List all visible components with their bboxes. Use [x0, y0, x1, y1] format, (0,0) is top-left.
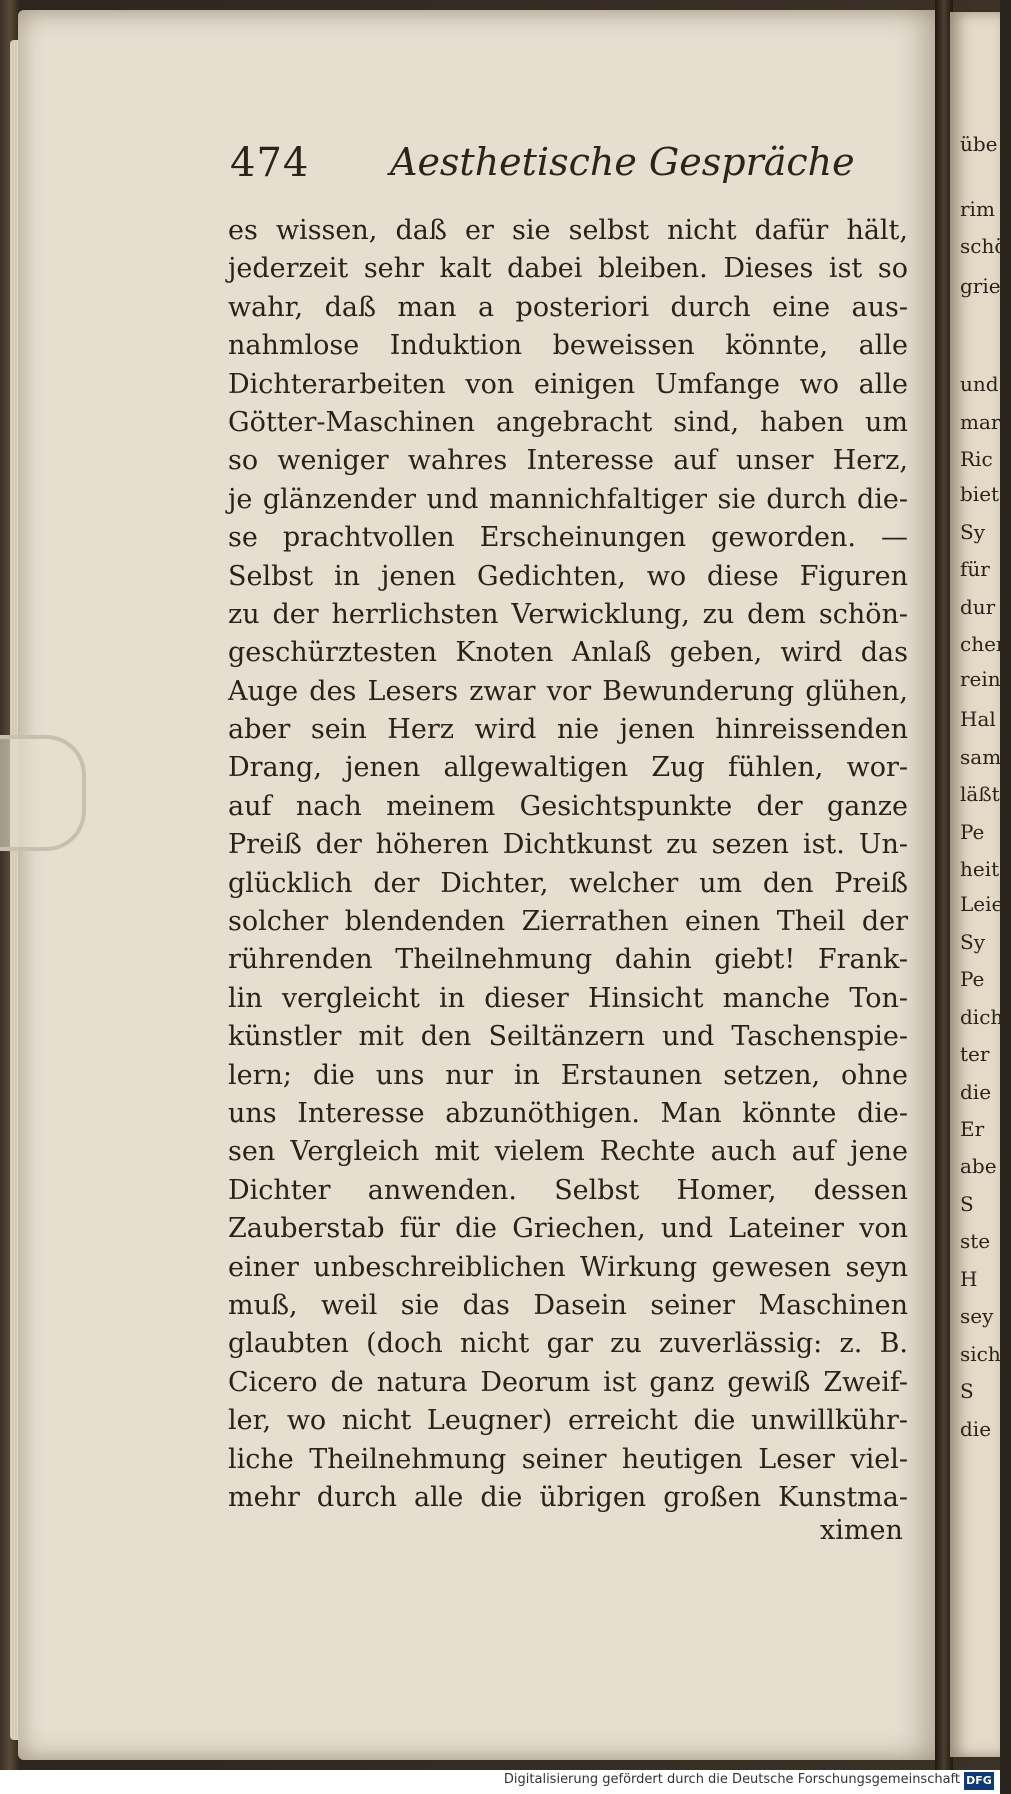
facing-page-fragment: sam: [960, 745, 1002, 769]
text-line: rührenden Theilnehmung dahin giebt! Frank-: [228, 944, 908, 976]
facing-page-fragment: und: [960, 372, 999, 396]
text-line: lern; die uns nur in Erstaunen setzen, ohne: [228, 1059, 908, 1091]
text-line: Preiß der höheren Dichtkunst zu sezen ist. Un-: [228, 829, 908, 861]
running-title: Aesthetische Gespräche: [390, 140, 855, 184]
text-line: mehr durch alle die übrigen großen Kunstma-: [228, 1481, 908, 1513]
facing-page-fragment: Leie: [960, 892, 1004, 916]
facing-page-fragment: Er: [960, 1117, 985, 1141]
facing-page-fragment: Pe: [960, 967, 985, 991]
facing-page-fragment: sich: [960, 1342, 1001, 1366]
catchword: ximen: [820, 1515, 903, 1546]
facing-page-fragment: S: [960, 1192, 974, 1216]
facing-page-fragment: übe: [960, 132, 998, 156]
text-line: se prachtvollen Erscheinungen geworden. —: [228, 522, 908, 554]
page-header: [230, 140, 930, 190]
facing-page-fragment: S: [960, 1379, 974, 1403]
facing-page-fragment: Sy: [960, 520, 985, 544]
text-line: liche Theilnehmung seiner heutigen Leser viel-: [228, 1443, 908, 1475]
text-line: Zauberstab für die Griechen, und Lateiner von: [228, 1213, 908, 1245]
text-line: nahmlose Induktion beweissen könnte, alle: [228, 330, 908, 362]
facing-page-fragment: grie: [960, 274, 1001, 298]
text-line: Drang, jenen allgewaltigen Zug fühlen, wor-: [228, 752, 908, 784]
facing-page: [950, 12, 1011, 1757]
facing-page-fragment: abe: [960, 1154, 997, 1178]
facing-page-fragment: dur: [960, 595, 996, 619]
facing-page-fragment: mar: [960, 410, 1001, 434]
text-line: zu der herrlichsten Verwicklung, zu dem schön-: [228, 598, 908, 630]
facing-page-fragment: H: [960, 1267, 978, 1291]
facing-page-fragment: die: [960, 1417, 992, 1441]
page-number: 474: [230, 140, 310, 186]
text-line: künstler mit den Seiltänzern und Taschenspie-: [228, 1021, 908, 1053]
facing-page-fragment: Ric: [960, 447, 993, 471]
text-line: geschürztesten Knoten Anlaß geben, wird das: [228, 637, 908, 669]
text-line: glaubten (doch nicht gar zu zuverlässig: z. B.: [228, 1328, 908, 1360]
facing-page-fragment: die: [960, 1080, 992, 1104]
facing-page-fragment: heit: [960, 857, 1000, 881]
text-line: sen Vergleich mit vielem Rechte auch auf jene: [228, 1136, 908, 1168]
text-line: Dichter anwenden. Selbst Homer, dessen: [228, 1174, 908, 1206]
text-line: Selbst in jenen Gedichten, wo diese Figuren: [228, 560, 908, 592]
facing-page-fragment: biete: [960, 482, 1011, 506]
text-line: Auge des Lesers zwar vor Bewunderung glühen,: [228, 675, 908, 707]
facing-page-fragment: läßt: [960, 782, 1000, 806]
facing-page-fragment: ste: [960, 1229, 991, 1253]
text-line: lin vergleicht in dieser Hinsicht manche Ton-: [228, 982, 908, 1014]
bookmark-tab: [0, 735, 86, 851]
dfg-logo: DFG: [964, 1772, 994, 1790]
body-text: [228, 212, 908, 1517]
facing-page-fragment: Sy: [960, 930, 985, 954]
facing-page-fragment: schö: [960, 234, 1007, 258]
facing-page-fragment: sey: [960, 1304, 994, 1328]
facing-page-fragment: chen: [960, 632, 1009, 656]
facing-page-fragment: ter: [960, 1042, 990, 1066]
text-line: je glänzender und mannichfaltiger sie durch die-: [228, 483, 908, 515]
text-line: aber sein Herz wird nie jenen hinreissenden: [228, 714, 908, 746]
text-line: einer unbeschreiblichen Wirkung gewesen seyn: [228, 1251, 908, 1283]
facing-page-fragment: rein: [960, 667, 1001, 691]
text-line: jederzeit sehr kalt dabei bleiben. Dieses ist so: [228, 253, 908, 285]
facing-page-fragment: Hal: [960, 707, 996, 731]
text-line: Götter-Maschinen angebracht sind, haben um: [228, 406, 908, 438]
text-line: Cicero de natura Deorum ist ganz gewiß Zweif-: [228, 1366, 908, 1398]
text-line: es wissen, daß er sie selbst nicht dafür hält,: [228, 215, 908, 246]
facing-page-fragment: dich: [960, 1005, 1004, 1029]
text-line: so weniger wahres Interesse auf unser Herz,: [228, 445, 908, 477]
text-line: ler, wo nicht Leugner) erreicht die unwillkühr-: [228, 1405, 908, 1437]
facing-page-fragment: rim: [960, 197, 995, 221]
facing-page-fragment: für: [960, 557, 990, 581]
digitization-footer: [0, 1770, 1000, 1794]
funding-credit: Digitalisierung gefördert durch die Deutsche Forschungsgemeinschaft: [503, 1772, 960, 1787]
text-line: glücklich der Dichter, welcher um den Preiß: [228, 867, 908, 899]
text-line: auf nach meinem Gesichtspunkte der ganze: [228, 790, 908, 822]
facing-page-fragment: Pe: [960, 820, 985, 844]
text-line: Dichterarbeiten von einigen Umfange wo alle: [228, 368, 908, 400]
text-line: uns Interesse abzunöthigen. Man könnte die-: [228, 1097, 908, 1129]
text-line: wahr, daß man a posteriori durch eine aus-: [228, 291, 908, 323]
text-line: solcher blendenden Zierrathen einen Theil der: [228, 906, 908, 938]
text-line: muß, weil sie das Dasein seiner Maschinen: [228, 1289, 908, 1321]
